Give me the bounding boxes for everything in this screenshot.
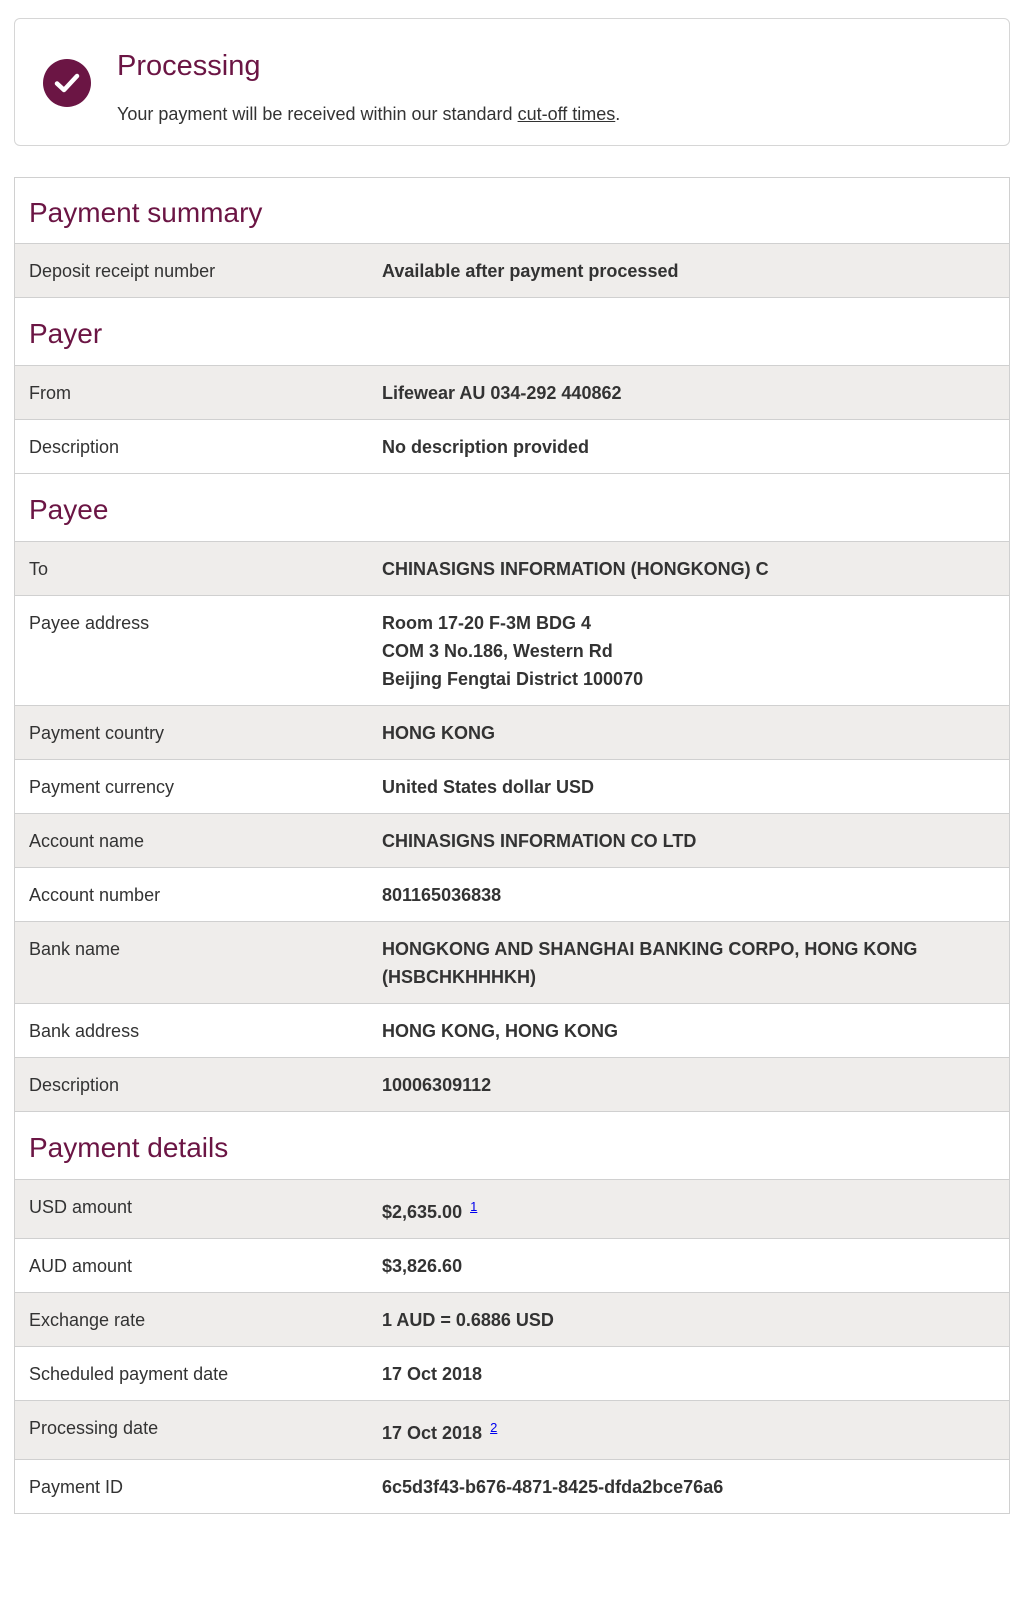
row-value: 1 AUD = 0.6886 USD [382, 1310, 554, 1330]
row-label: Account name [29, 831, 145, 851]
row-value: United States dollar USD [382, 777, 595, 797]
usd-amount-value: $2,635.00 [382, 1202, 463, 1222]
section-title-payment-summary: Payment summary [15, 178, 1009, 244]
status-card [14, 18, 1010, 146]
row-bank-name [15, 922, 1009, 1004]
row-value: 801165036838 [382, 885, 502, 905]
row-payment-country [15, 706, 1009, 760]
payment-summary-card [14, 177, 1010, 1514]
row-label: Bank name [29, 939, 121, 959]
row-from [15, 366, 1009, 420]
row-label: AUD amount [29, 1256, 133, 1276]
row-deposit-receipt-number [15, 244, 1009, 298]
row-label: Payee address [29, 613, 150, 633]
row-aud-amount [15, 1239, 1009, 1293]
row-label: Exchange rate [29, 1310, 146, 1330]
row-label: To [29, 559, 49, 579]
check-circle-icon [43, 59, 91, 107]
footnote-link-1[interactable]: 1 [470, 1199, 478, 1214]
processing-date-value: 17 Oct 2018 [382, 1423, 483, 1443]
address-line: COM 3 No.186, Western Rd [382, 641, 613, 661]
row-label: Account number [29, 885, 161, 905]
row-value: 6c5d3f43-b676-4871-8425-dfda2bce76a6 [382, 1477, 724, 1497]
row-exchange-rate [15, 1293, 1009, 1347]
cut-off-times-link[interactable]: cut-off times [517, 104, 616, 124]
row-payment-currency [15, 760, 1009, 814]
status-message-suffix: . [615, 104, 621, 124]
row-value: $3,826.60 [382, 1256, 463, 1276]
row-account-number [15, 868, 1009, 922]
row-value [382, 1414, 995, 1447]
row-payee-description [15, 1058, 1009, 1112]
footnote-link-2[interactable]: 2 [490, 1420, 498, 1435]
row-value [382, 609, 995, 693]
row-payment-id [15, 1460, 1009, 1514]
row-value: HONG KONG [382, 723, 496, 743]
row-value: CHINASIGNS INFORMATION CO LTD [382, 831, 697, 851]
section-title-payee: Payee [15, 474, 1009, 542]
section-title-payment-details: Payment details [15, 1112, 1009, 1180]
section-title-payer: Payer [15, 298, 1009, 366]
row-label: Description [29, 437, 120, 457]
row-label: Description [29, 1075, 120, 1095]
row-payee-address [15, 596, 1009, 706]
row-label: Scheduled payment date [29, 1364, 229, 1384]
row-label: Payment currency [29, 777, 175, 797]
row-scheduled-payment-date [15, 1347, 1009, 1401]
row-value: Available after payment processed [382, 261, 679, 281]
row-value: HONG KONG, HONG KONG [382, 1021, 619, 1041]
row-to [15, 542, 1009, 596]
row-value: HONGKONG AND SHANGHAI BANKING CORPO, HONG KONG (HSBCHKHHHKH) [382, 939, 918, 987]
row-account-name [15, 814, 1009, 868]
row-value: Lifewear AU 034-292 440862 [382, 383, 622, 403]
row-usd-amount [15, 1180, 1009, 1239]
row-bank-address [15, 1004, 1009, 1058]
row-label: From [29, 383, 71, 403]
row-value: CHINASIGNS INFORMATION (HONGKONG) C [382, 559, 769, 579]
address-line: Room 17-20 F-3M BDG 4 [382, 613, 592, 633]
row-label: Payment ID [29, 1477, 124, 1497]
row-processing-date [15, 1401, 1009, 1460]
address-line: Beijing Fengtai District 100070 [382, 669, 644, 689]
row-label: Processing date [29, 1418, 159, 1438]
status-message-prefix: Your payment will be received within our standard [117, 104, 518, 124]
status-title: Processing [117, 50, 261, 82]
row-label: Bank address [29, 1021, 140, 1041]
row-payer-description [15, 420, 1009, 474]
row-value [382, 1193, 995, 1226]
row-value: 17 Oct 2018 [382, 1364, 483, 1384]
row-label: Deposit receipt number [29, 261, 216, 281]
row-value: No description provided [382, 437, 590, 457]
row-value: 10006309112 [382, 1075, 492, 1095]
row-label: USD amount [29, 1197, 133, 1217]
status-message [117, 103, 620, 126]
row-label: Payment country [29, 723, 165, 743]
